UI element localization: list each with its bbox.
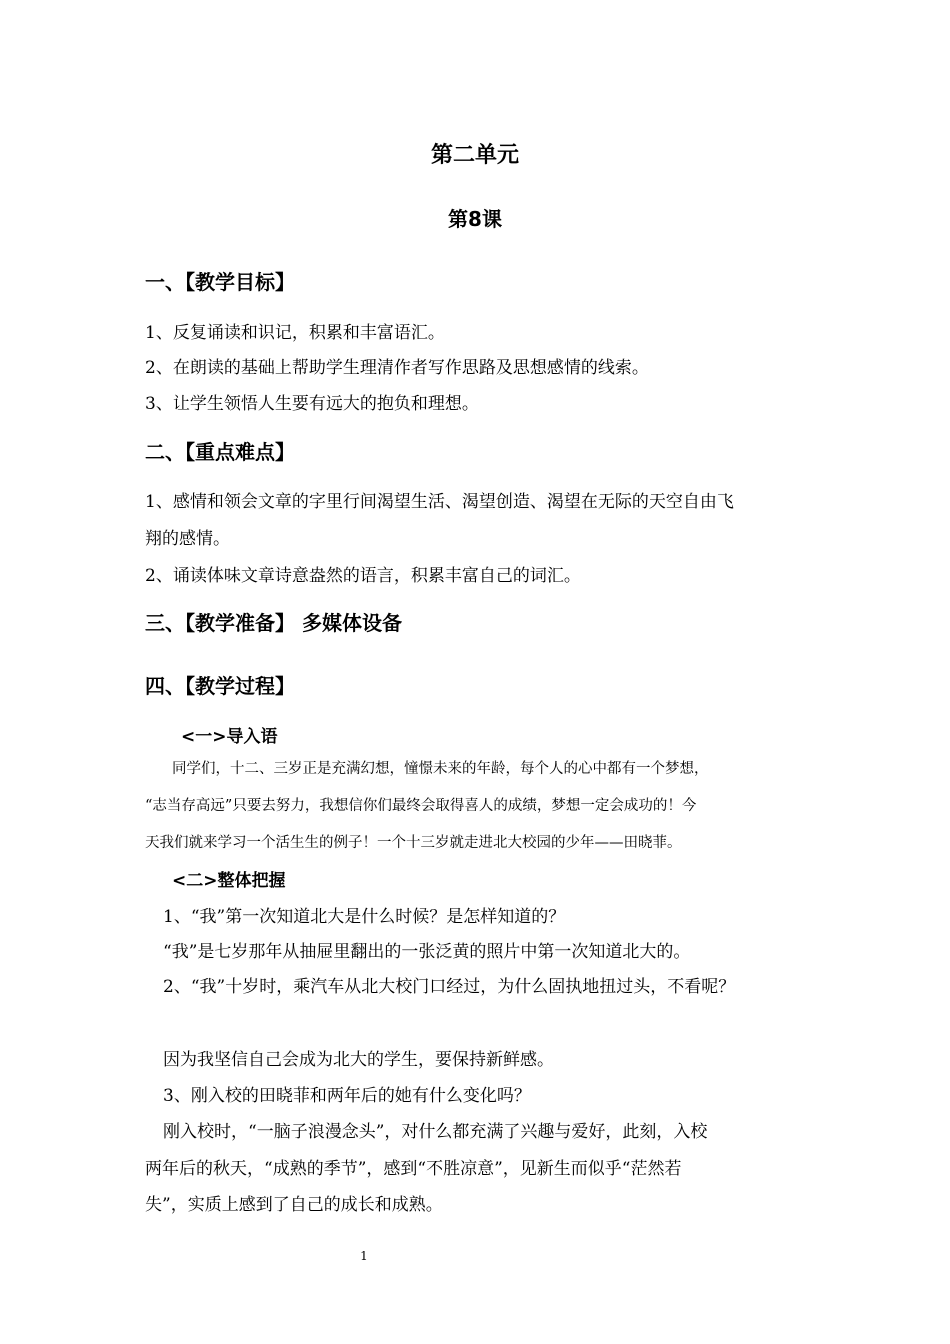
page-number: 1 [360, 1249, 368, 1263]
overview-line-2: “我”是七岁那年从抽屉里翻出的一张泛黄的照片中第一次知道北大的。 [163, 942, 691, 962]
objective-item-2: 2、在朗读的基础上帮助学生理清作者写作思路及思想感情的线索。 [145, 358, 649, 378]
intro-line-3: 天我们就来学习一个活生生的例子！一个十三岁就走进北大校园的少年——田晓菲。 [145, 835, 682, 851]
key-point-item-2: 2、诵读体味文章诗意盎然的语言，积累丰富自己的词汇。 [145, 566, 581, 586]
overview-line-4: 因为我坚信自己会成为北大的学生，要保持新鲜感。 [163, 1050, 554, 1070]
intro-line-2: “志当存高远”只要去努力，我想信你们最终会取得喜人的成绩，梦想一定会成功的！今 [145, 798, 697, 814]
objectives-heading: 一、【教学目标】 [145, 270, 295, 294]
intro-heading: <一>导入语 [181, 727, 278, 747]
key-point-item-1-cont: 翔的感情。 [145, 529, 230, 549]
key-points-heading: 二、【重点难点】 [145, 440, 295, 464]
unit-title: 第二单元 [430, 143, 519, 168]
overview-line-1: 1、“我”第一次知道北大是什么时候？是怎样知道的？ [163, 907, 566, 927]
overview-line-7: 两年后的秋天，“成熟的季节”，感到“不胜凉意”，见新生而似乎“茫然若 [145, 1159, 682, 1179]
overview-line-8: 失”，实质上感到了自己的成长和成熟。 [145, 1195, 443, 1215]
overview-heading: <二>整体把握 [172, 871, 286, 891]
intro-line-1: 同学们，十二、三岁正是充满幻想，憧憬未来的年龄，每个人的心中都有一个梦想， [172, 761, 709, 777]
objective-item-3: 3、让学生领悟人生要有远大的抱负和理想。 [145, 394, 479, 414]
process-heading: 四、【教学过程】 [145, 674, 295, 698]
lesson-title: 第8课 [448, 207, 502, 231]
preparation-heading: 三、【教学准备】 多媒体设备 [145, 611, 402, 635]
overview-line-3: 2、“我”十岁时，乘汽车从北大校门口经过，为什么固执地扭过头，不看呢？ [163, 977, 736, 997]
objective-item-1: 1、反复诵读和识记，积累和丰富语汇。 [145, 323, 445, 343]
overview-line-5: 3、刚入校的田晓菲和两年后的她有什么变化吗？ [163, 1086, 531, 1106]
overview-line-6: 刚入校时，“一脑子浪漫念头”，对什么都充满了兴趣与爱好，此刻，入校 [163, 1122, 708, 1142]
key-point-item-1: 1、感情和领会文章的字里行间渴望生活、渴望创造、渴望在无际的天空自由飞 [145, 492, 734, 512]
